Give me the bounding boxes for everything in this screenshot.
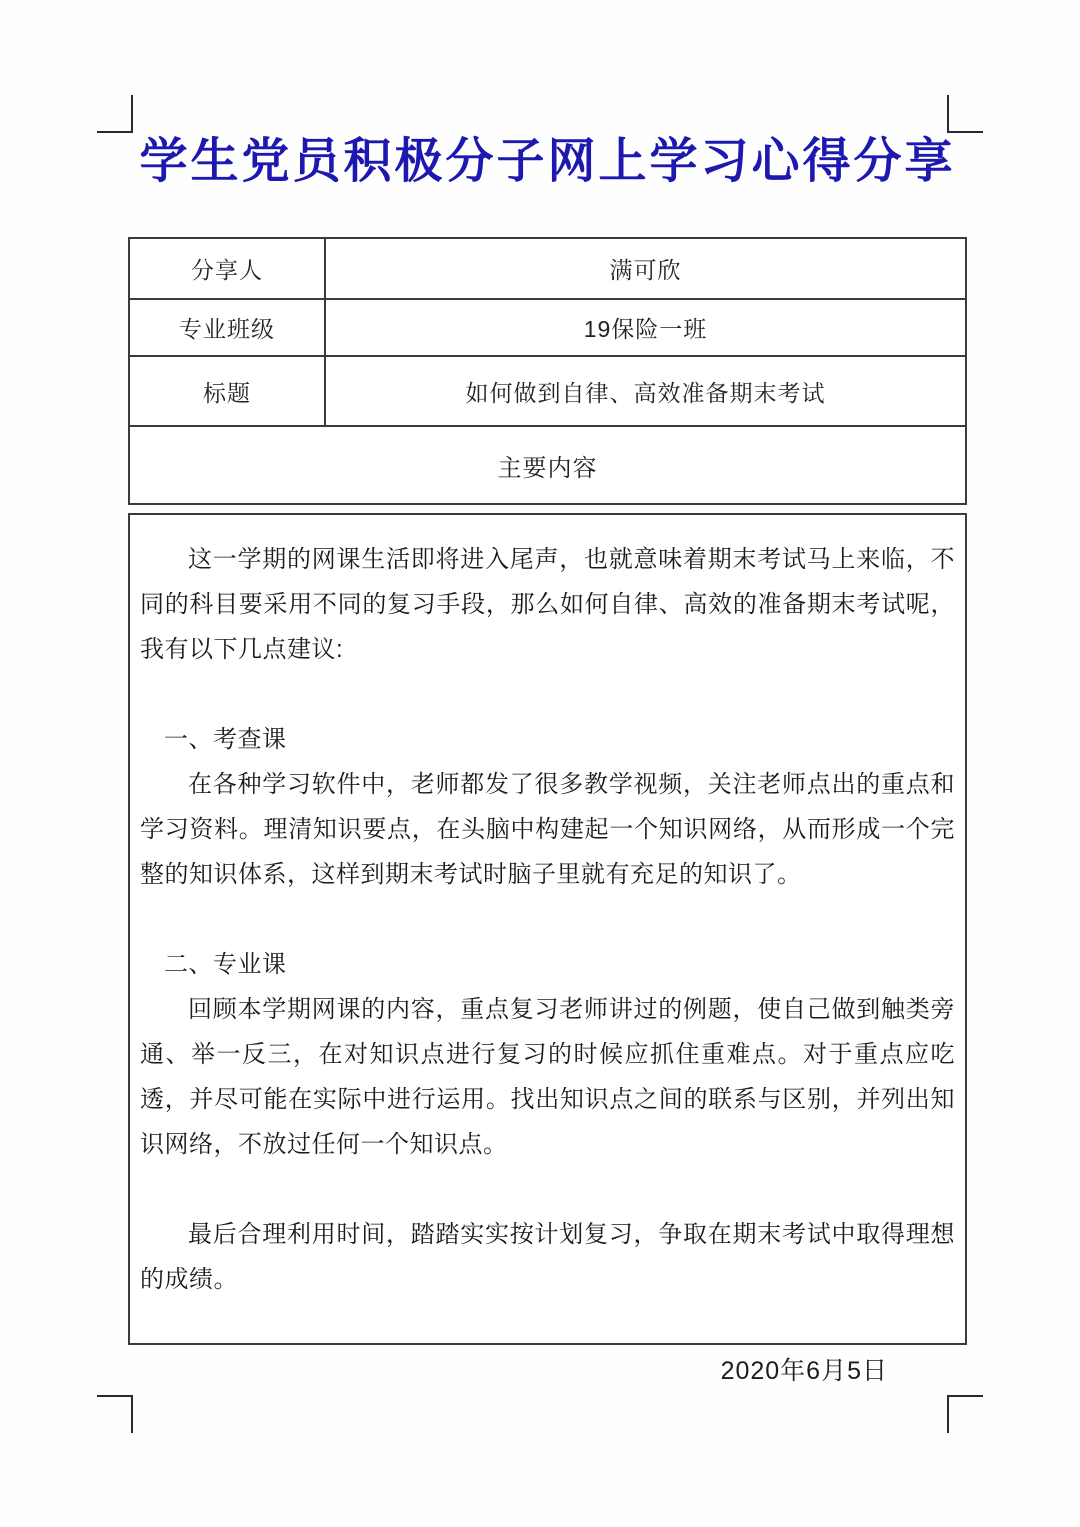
- content-paragraph-closing: 最后合理利用时间，踏踏实实按计划复习，争取在期末考试中取得理想的成绩。: [140, 1221, 955, 1293]
- table-row-class: [130, 300, 965, 357]
- row-value-sharer: 满可欣: [609, 257, 682, 283]
- crop-mark-top-right: [947, 95, 983, 133]
- content-paragraph-2: 回顾本学期网课的内容，重点复习老师讲过的例题，使自己做到触类旁通、举一反三，在对知识点进行复习的时候应抓住重难点。对于重点应吃透，并尽可能在实际中进行运用。找出知识点之间的联系与区别，并列出知识网络，不放过任何一个知识点。: [140, 996, 955, 1158]
- table-row-sharer: [130, 239, 965, 300]
- section-header: 主要内容: [497, 454, 598, 482]
- crop-mark-bottom-right: [947, 1395, 983, 1433]
- table-row-section-header: [130, 427, 965, 503]
- content-heading-1: 一、考查课: [164, 726, 287, 753]
- row-label-sharer: 分享人: [130, 239, 326, 298]
- page-title: 学生党员积极分子网上学习心得分享: [139, 135, 956, 188]
- row-label-class: 专业班级: [130, 300, 326, 355]
- row-value-class: 19保险一班: [583, 316, 708, 342]
- row-value-title: 如何做到自律、高效准备期末考试: [465, 379, 826, 406]
- table-row-title: [130, 357, 965, 427]
- crop-mark-bottom-left: [97, 1395, 133, 1433]
- info-table: [128, 237, 967, 505]
- content-paragraph-intro: 这一学期的网课生活即将进入尾声，也就意味着期末考试马上来临，不同的科目要采用不同的复习手段，那么如何自律、高效的准备期末考试呢，我有以下几点建议:: [140, 546, 955, 663]
- crop-mark-top-left: [97, 95, 133, 133]
- content-heading-2: 二、专业课: [164, 951, 287, 978]
- content-paragraph-1: 在各种学习软件中，老师都发了很多教学视频，关注老师点出的重点和学习资料。理清知识要点，在头脑中构建起一个知识网络，从而形成一个完整的知识体系，这样到期末考试时脑子里就有充足的知识了。: [140, 771, 955, 888]
- main-content-box: [128, 513, 967, 1345]
- document-date: 2020年6月5日: [720, 1357, 888, 1385]
- row-label-title: 标题: [130, 357, 326, 425]
